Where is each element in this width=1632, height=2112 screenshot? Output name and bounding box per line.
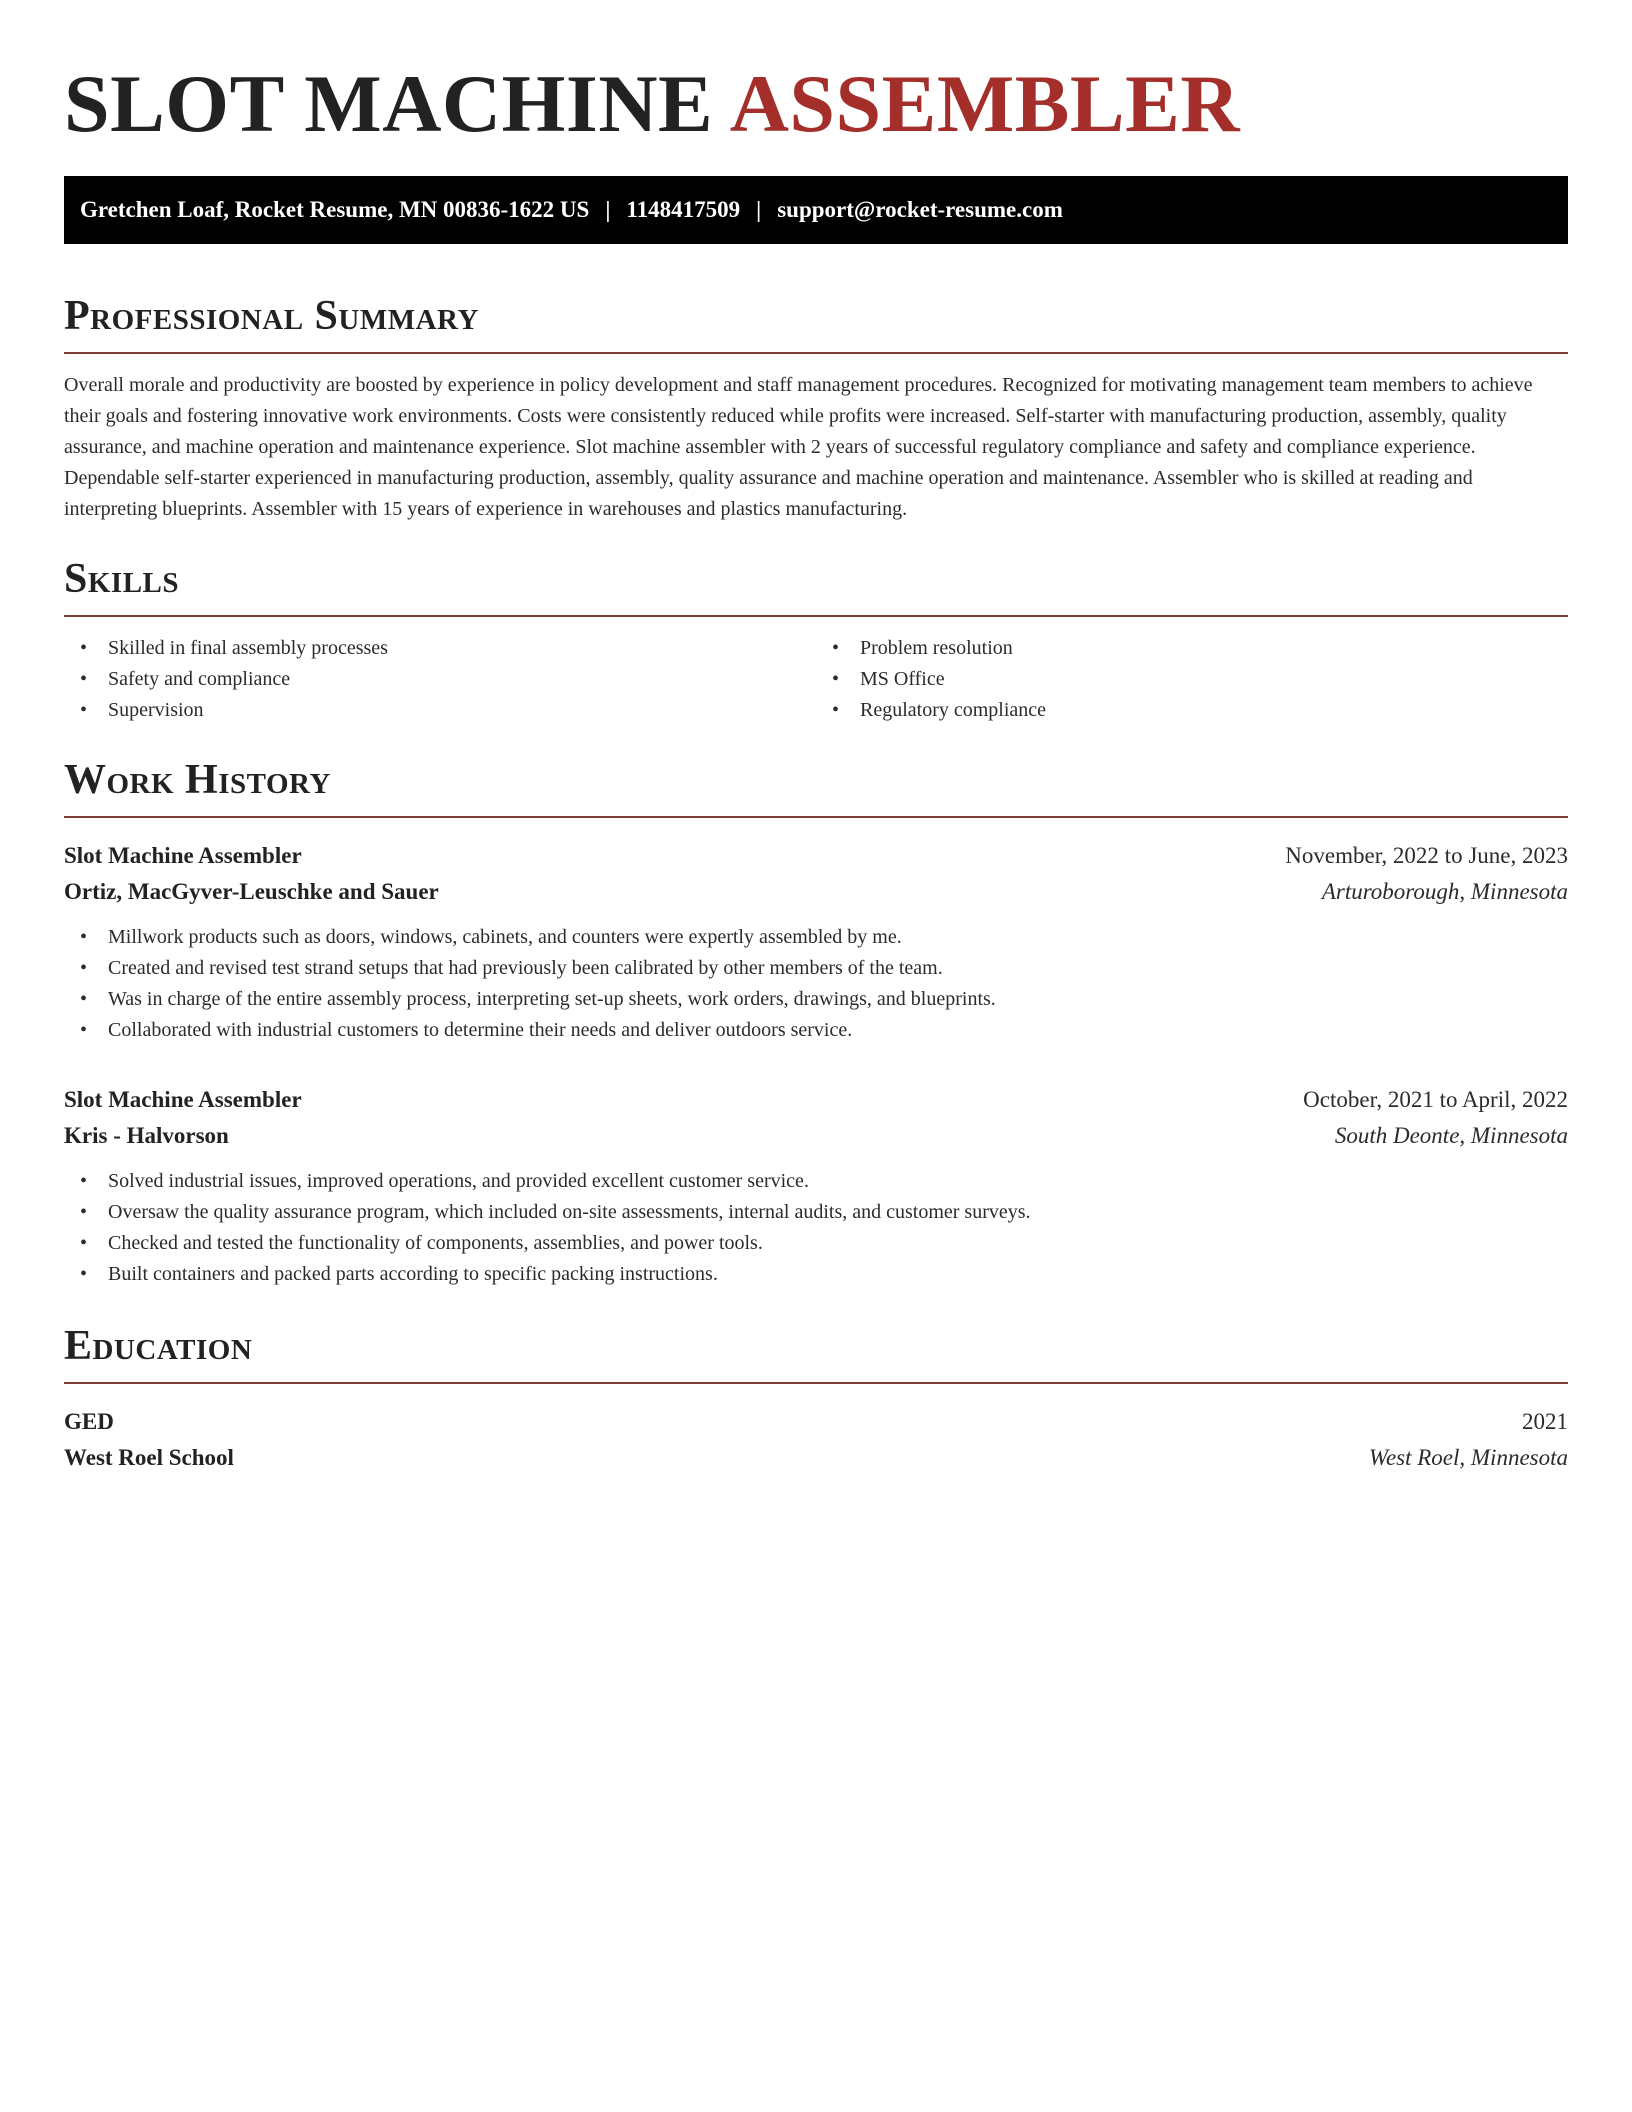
summary-text: Overall morale and productivity are boosted by experience in policy development and staff management procedures. Recognized for motivating management team members to achieve their goals and fostering innovative work environments. Costs were consistently reduced while profits were increased. Self-starter with manufacturing production, assembly, quality assurance, and machine operation and maintenance experience. Slot machine assembler with 2 years of successful regulatory compliance and safety and compliance experience. Dependable self-starter experienced in manufacturing production, assembly, quality assurance and machine operation and maintenance. Assembler who is skilled at reading and interpreting blueprints. Assembler with 15 years of experience in warehouses and plastics manufacturing. xyxy=(64,374,1533,520)
job-header-row xyxy=(64,1082,1568,1118)
skill-item: • MS Office xyxy=(816,664,1568,695)
job-bullet: • Built containers and packed parts according to specific packing instructions. xyxy=(64,1259,1568,1290)
education-location: West Roel, Minnesota xyxy=(1368,1445,1568,1470)
skills-list-left xyxy=(64,633,816,726)
section-divider xyxy=(64,352,1568,354)
section-heading-summary: Professional Summary xyxy=(64,293,479,339)
job-entry xyxy=(64,838,1568,1046)
education-school-row xyxy=(64,1440,1568,1476)
job-bullet: • Collaborated with industrial customers to determine their needs and deliver outdoors service. xyxy=(64,1015,1568,1046)
job-bullets xyxy=(64,1166,1568,1290)
skills-section xyxy=(64,553,1568,726)
job-dates: November, 2022 to June, 2023 xyxy=(1285,843,1568,868)
education-year: 2021 xyxy=(1522,1409,1568,1434)
job-entry xyxy=(64,1082,1568,1290)
section-divider xyxy=(64,816,1568,818)
contact-separator: | xyxy=(756,197,762,222)
education-entry xyxy=(64,1404,1568,1476)
job-dates: October, 2021 to April, 2022 xyxy=(1303,1087,1568,1112)
section-heading-education: Education xyxy=(64,1323,253,1369)
job-location: South Deonte, Minnesota xyxy=(1334,1123,1568,1148)
title-part-job: SLOT MACHINE xyxy=(64,58,714,149)
job-bullet: • Created and revised test strand setups that had previously been calibrated by other members of the team. xyxy=(64,953,1568,984)
job-bullet: • Millwork products such as doors, windows, cabinets, and counters were expertly assembled by me. xyxy=(64,922,1568,953)
job-bullet: • Was in charge of the entire assembly process, interpreting set-up sheets, work orders, drawings, and blueprints. xyxy=(64,984,1568,1015)
skill-item: • Skilled in final assembly processes xyxy=(64,633,816,664)
skills-grid xyxy=(64,633,1568,726)
job-title: Slot Machine Assembler xyxy=(64,843,302,868)
section-divider xyxy=(64,1382,1568,1384)
job-header-row xyxy=(64,838,1568,874)
job-bullet: • Solved industrial issues, improved operations, and provided excellent customer service. xyxy=(64,1166,1568,1197)
skill-item: • Problem resolution xyxy=(816,633,1568,664)
job-title: Slot Machine Assembler xyxy=(64,1087,302,1112)
education-degree-row xyxy=(64,1404,1568,1440)
resume-title xyxy=(64,56,1568,152)
job-bullets xyxy=(64,922,1568,1046)
education-degree: GED xyxy=(64,1409,114,1434)
section-heading-work: Work History xyxy=(64,757,331,803)
skill-item: • Safety and compliance xyxy=(64,664,816,695)
contact-bar xyxy=(64,176,1568,244)
education-section xyxy=(64,1320,1568,1476)
job-company: Ortiz, MacGyver-Leuschke and Sauer xyxy=(64,879,439,904)
skill-item: • Regulatory compliance xyxy=(816,695,1568,726)
contact-separator: | xyxy=(605,197,611,222)
work-history-section xyxy=(64,754,1568,1290)
job-company-row xyxy=(64,1118,1568,1154)
contact-address: Gretchen Loaf, Rocket Resume, MN 00836-1622 US xyxy=(80,197,590,222)
job-company: Kris - Halvorson xyxy=(64,1123,229,1148)
title-part-role: ASSEMBLER xyxy=(729,58,1241,149)
job-location: Arturoborough, Minnesota xyxy=(1321,879,1568,904)
section-heading-skills: Skills xyxy=(64,556,180,602)
job-bullet: • Checked and tested the functionality of components, assemblies, and power tools. xyxy=(64,1228,1568,1259)
job-company-row xyxy=(64,874,1568,910)
job-bullet: • Oversaw the quality assurance program, which included on-site assessments, internal audits, and customer surveys. xyxy=(64,1197,1568,1228)
skills-list-right xyxy=(816,633,1568,726)
skill-item: • Supervision xyxy=(64,695,816,726)
professional-summary-section xyxy=(64,290,1568,525)
contact-phone: 1148417509 xyxy=(626,197,741,222)
contact-email: support@rocket-resume.com xyxy=(777,197,1063,222)
section-divider xyxy=(64,615,1568,617)
education-school: West Roel School xyxy=(64,1445,234,1470)
